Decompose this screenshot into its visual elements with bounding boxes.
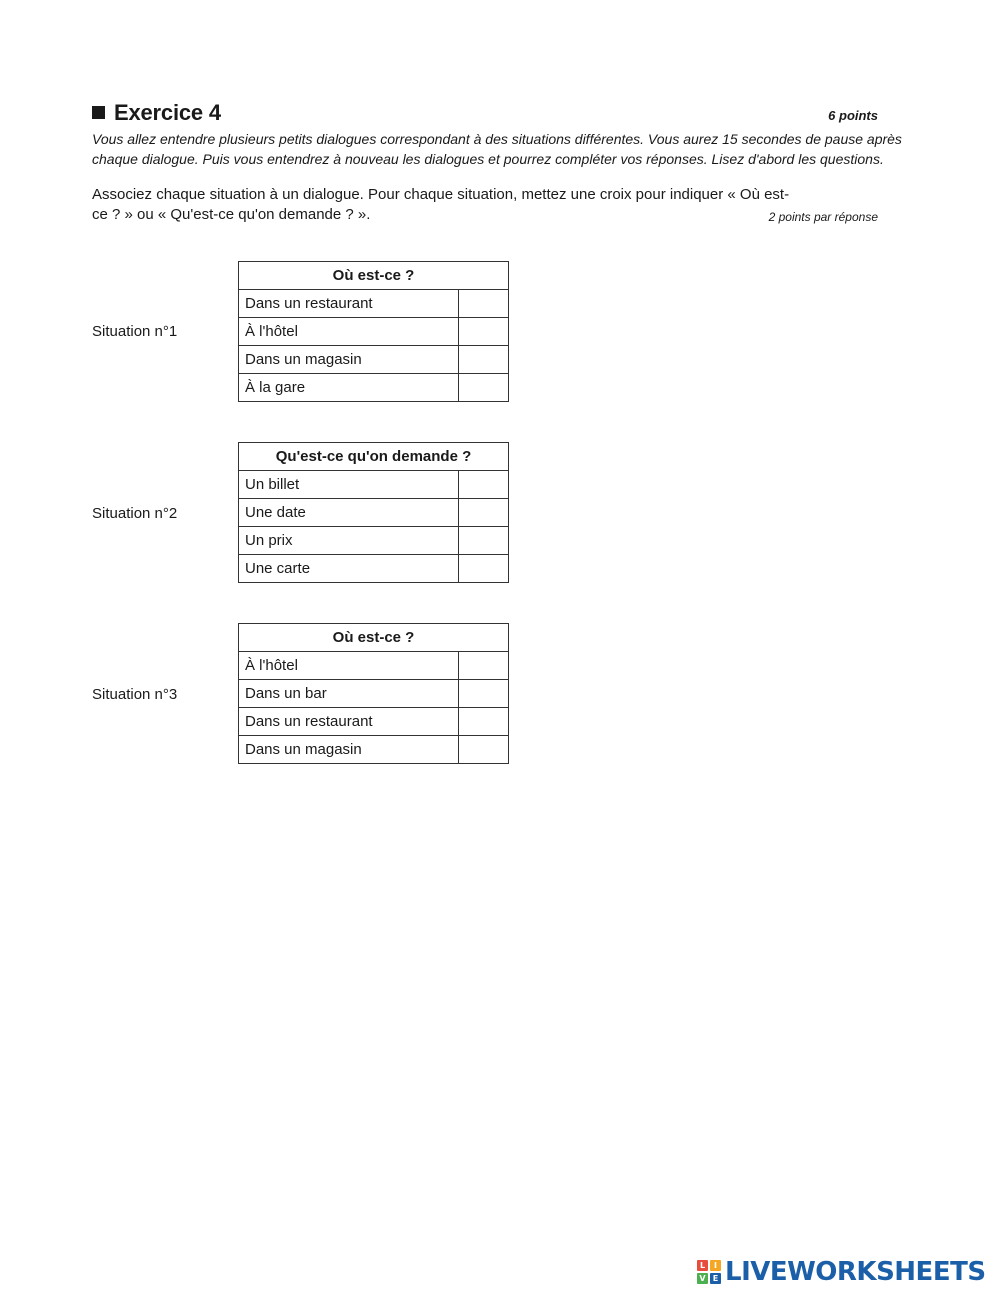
table-row — [239, 290, 509, 318]
table-row — [239, 374, 509, 402]
answer-checkbox[interactable] — [459, 374, 509, 402]
option-label: Dans un restaurant — [239, 290, 459, 318]
table-header: Où est-ce ? — [239, 262, 509, 290]
exercise-header — [92, 100, 878, 130]
liveworksheets-logo-icon — [697, 1260, 721, 1284]
liveworksheets-logo[interactable] — [697, 1257, 986, 1287]
task-instructions — [92, 185, 882, 225]
logo-letter: V — [697, 1273, 708, 1284]
answer-checkbox[interactable] — [459, 318, 509, 346]
task-line-text: ce ? » ou « Qu'est-ce qu'on demande ? ». — [92, 206, 371, 223]
points-per-answer: 2 points par réponse — [768, 210, 878, 224]
table-header: Où est-ce ? — [239, 624, 509, 652]
table-header: Qu'est-ce qu'on demande ? — [239, 443, 509, 471]
table-row — [239, 736, 509, 764]
instructions — [92, 129, 902, 169]
option-label: Un billet — [239, 471, 459, 499]
task-line: Associez chaque situation à un dialogue. Pour chaque situation, mettez une croix pour indiquer « Où est- — [92, 186, 790, 203]
answer-checkbox[interactable] — [459, 736, 509, 764]
option-label: Dans un bar — [239, 680, 459, 708]
situation-1-label: Situation n°1 — [92, 323, 178, 340]
table-row — [239, 318, 509, 346]
exercise-title — [92, 100, 221, 126]
option-label: Une carte — [239, 555, 459, 583]
task-line — [92, 205, 882, 225]
logo-letter: L — [697, 1260, 708, 1271]
option-label: À l'hôtel — [239, 652, 459, 680]
instruction-line: chaque dialogue. Puis vous entendrez à nouveau les dialogues et pourrez compléter vos réponses. Lisez d'abord les questions. — [92, 151, 884, 167]
option-label: Dans un magasin — [239, 346, 459, 374]
table-row — [239, 680, 509, 708]
option-label: Une date — [239, 499, 459, 527]
option-label: Un prix — [239, 527, 459, 555]
square-bullet-icon — [92, 106, 105, 119]
situation-2-label: Situation n°2 — [92, 505, 178, 522]
logo-letter: E — [710, 1273, 721, 1284]
logo-letter: I — [710, 1260, 721, 1271]
situation-1-table — [238, 261, 509, 402]
logo-text: LIVEWORKSHEETS — [725, 1257, 986, 1287]
instruction-line: Vous allez entendre plusieurs petits dialogues correspondant à des situations différentes. Vous aurez 15 secondes de pause après — [92, 131, 902, 147]
table-row — [239, 499, 509, 527]
table-row — [239, 708, 509, 736]
answer-checkbox[interactable] — [459, 499, 509, 527]
table-row — [239, 527, 509, 555]
exercise-points: 6 points — [828, 108, 878, 123]
answer-checkbox[interactable] — [459, 652, 509, 680]
exercise-title-text: Exercice 4 — [114, 100, 221, 125]
option-label: Dans un magasin — [239, 736, 459, 764]
table-row — [239, 555, 509, 583]
option-label: À la gare — [239, 374, 459, 402]
answer-checkbox[interactable] — [459, 527, 509, 555]
answer-checkbox[interactable] — [459, 290, 509, 318]
table-row — [239, 652, 509, 680]
answer-checkbox[interactable] — [459, 555, 509, 583]
answer-checkbox[interactable] — [459, 680, 509, 708]
answer-checkbox[interactable] — [459, 471, 509, 499]
option-label: Dans un restaurant — [239, 708, 459, 736]
situation-3-label: Situation n°3 — [92, 686, 178, 703]
answer-checkbox[interactable] — [459, 346, 509, 374]
situation-3-table — [238, 623, 509, 764]
situation-2-table — [238, 442, 509, 583]
option-label: À l'hôtel — [239, 318, 459, 346]
answer-checkbox[interactable] — [459, 708, 509, 736]
table-row — [239, 471, 509, 499]
table-row — [239, 346, 509, 374]
